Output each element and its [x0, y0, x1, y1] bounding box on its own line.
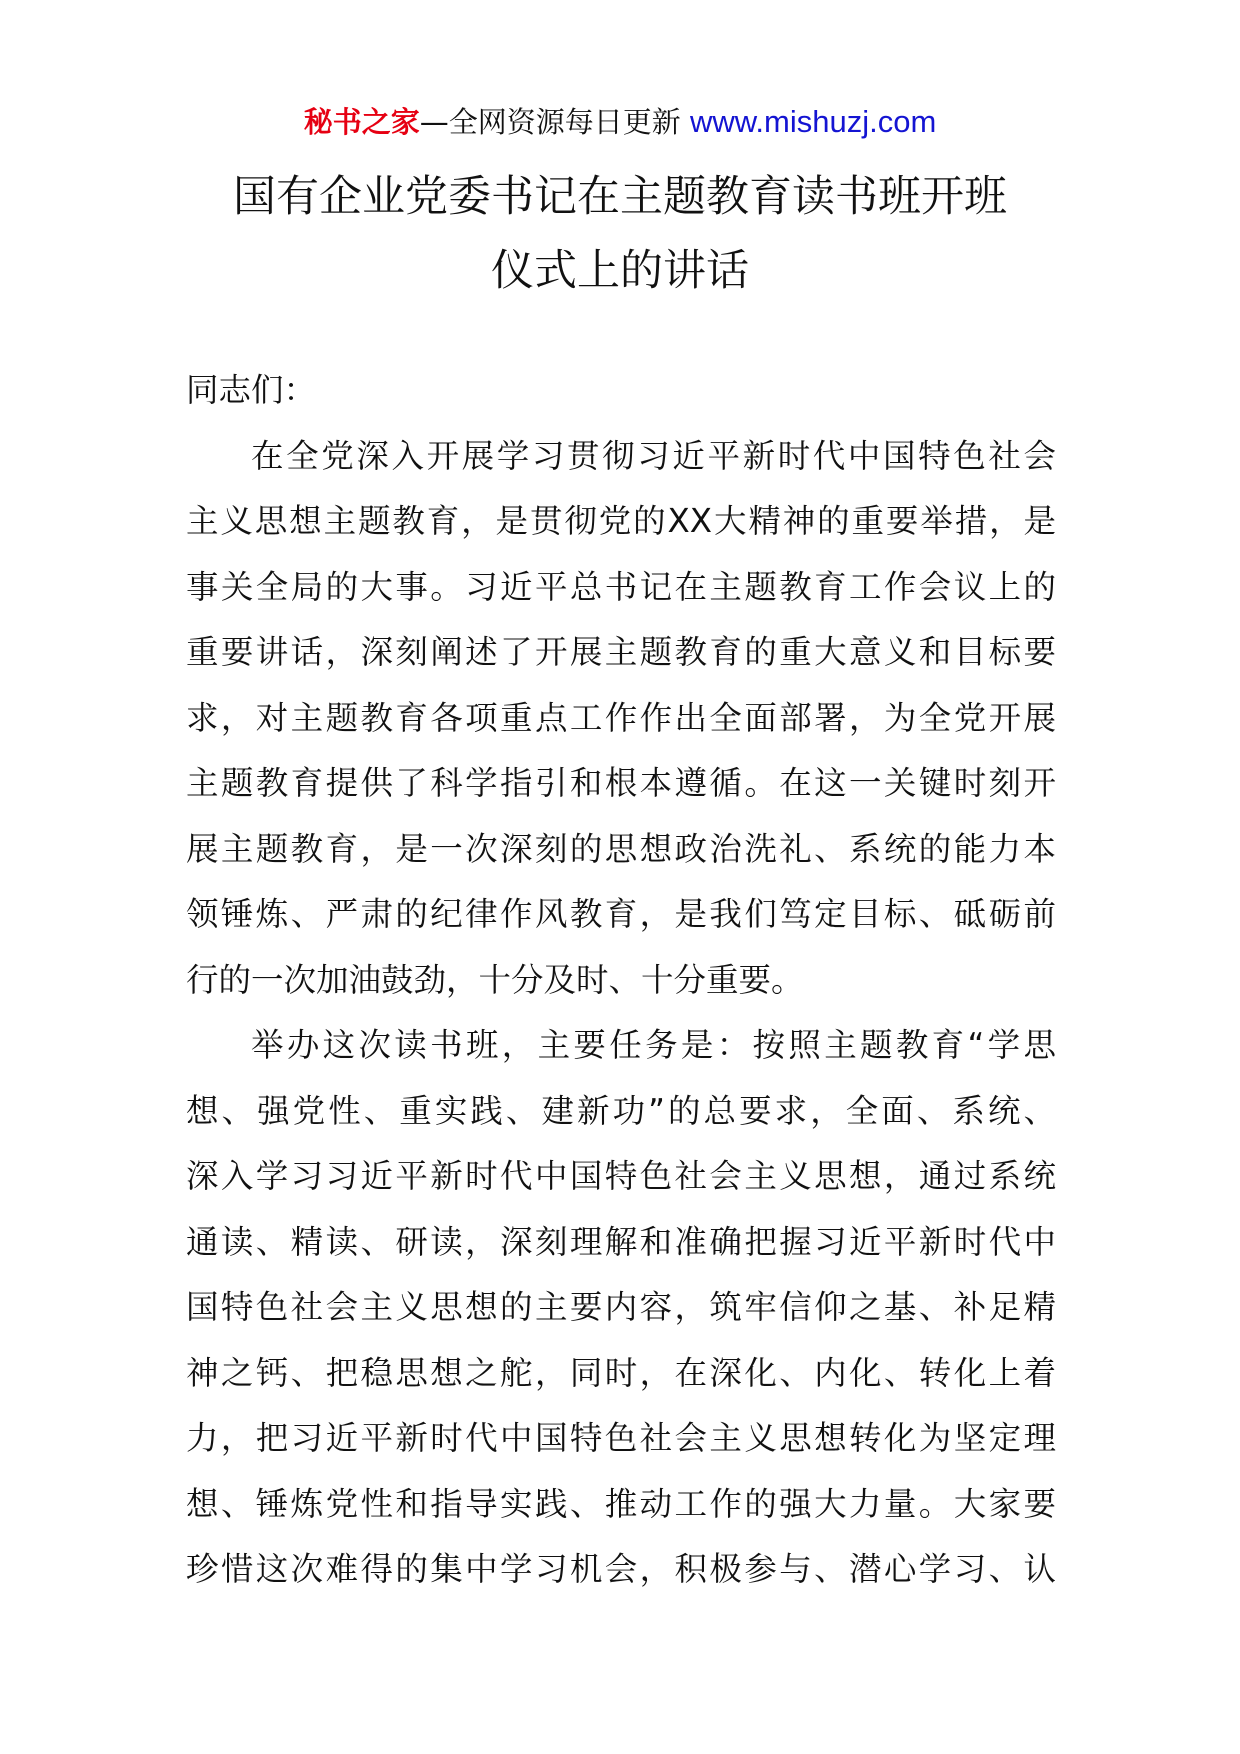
body-line: 行的一次加油鼓劲，十分及时、十分重要。	[186, 960, 804, 999]
body-line: 深入学习习近平新时代中国特色社会主义思想，通过系统	[186, 1157, 1056, 1195]
body-line: 展主题教育，是一次深刻的思想政治洗礼、系统的能力本	[186, 829, 1056, 868]
body-line: 主题教育提供了科学指引和根本遵循。在这一关键时刻开	[186, 764, 1056, 802]
body-line: 在全党深入开展学习贯彻习近平新时代中国特色社会	[251, 436, 1056, 475]
watermark-header	[0, 102, 1240, 142]
body-line: 神之钙、把稳思想之舵，同时，在深化、内化、转化上着	[186, 1353, 1056, 1392]
paragraph-2	[186, 1013, 1056, 1603]
document-body	[186, 358, 1056, 1603]
document-title	[120, 160, 1120, 308]
header-tagline: —全网资源每日更新	[419, 105, 690, 139]
body-line: 国特色社会主义思想的主要内容，筑牢信仰之基、补足精	[186, 1288, 1056, 1326]
salutation: 同志们：	[186, 371, 317, 409]
body-line: 重要讲话，深刻阐述了开展主题教育的重大意义和目标要	[186, 633, 1056, 671]
body-line: 事关全局的大事。习近平总书记在主题教育工作会议上的	[186, 567, 1056, 606]
paragraph-1	[186, 424, 1056, 1014]
body-line: 珍惜这次难得的集中学习机会，积极参与、潜心学习、认	[186, 1550, 1056, 1588]
title-line: 仪式上的讲话	[491, 246, 749, 296]
body-line: 举办这次读书班，主要任务是：按照主题教育“学思	[251, 1026, 1056, 1064]
title-line: 国有企业党委书记在主题教育读书班开班	[233, 172, 1007, 222]
body-line: 想、强党性、重实践、建新功”的总要求，全面、系统、	[186, 1091, 1056, 1130]
body-line: 力，把习近平新时代中国特色社会主义思想转化为坚定理	[186, 1419, 1056, 1457]
site-url-link[interactable]: www.mishuzj.com	[689, 104, 937, 139]
body-line: 领锤炼、严肃的纪律作风教育，是我们笃定目标、砥砺前	[186, 895, 1056, 933]
body-line: 主义思想主题教育，是贯彻党的XX大精神的重要举措，是	[186, 502, 1056, 540]
body-line: 求，对主题教育各项重点工作作出全面部署，为全党开展	[186, 698, 1056, 737]
body-line: 通读、精读、研读，深刻理解和准确把握习近平新时代中	[186, 1222, 1056, 1261]
body-line: 想、锤炼党性和指导实践、推动工作的强大力量。大家要	[186, 1484, 1056, 1523]
brand-name: 秘书之家	[303, 105, 420, 139]
